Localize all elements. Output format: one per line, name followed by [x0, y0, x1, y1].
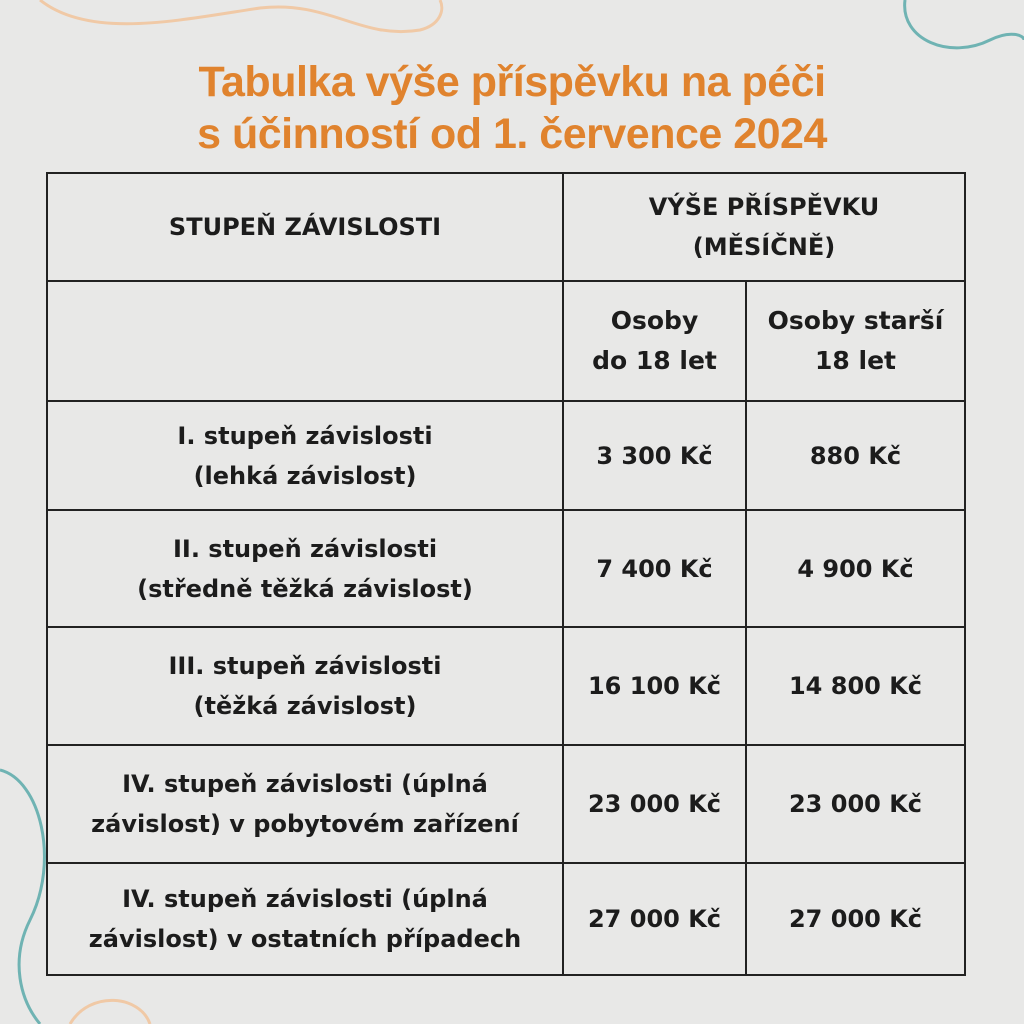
amount-under18: 27 000 Kč	[563, 863, 746, 975]
amount-under18: 23 000 Kč	[563, 745, 746, 863]
stage-line1: II. stupeň závislosti	[172, 534, 438, 563]
header-dependency-level-label: STUPEŇ ZÁVISLOSTI	[168, 213, 442, 241]
amount-over18: 27 000 Kč	[746, 863, 965, 975]
amount-under18: 16 100 Kč	[563, 627, 746, 745]
table-subheader-row	[47, 281, 965, 401]
subheader-under18	[563, 281, 746, 401]
amount-over18: 23 000 Kč	[746, 745, 965, 863]
stage-line1: IV. stupeň závislosti (úplná	[122, 885, 488, 913]
subheader-empty	[47, 281, 563, 401]
header-contribution-amount	[563, 173, 965, 281]
amount-over18: 4 900 Kč	[746, 510, 965, 627]
peach-curve-top	[40, 0, 442, 32]
stage-cell	[47, 627, 563, 745]
header-contribution-line1: VÝŠE PŘÍSPĚVKU	[648, 193, 880, 221]
stage-line2: (těžká závislost)	[193, 692, 417, 720]
stage-line1: III. stupeň závislosti	[168, 652, 442, 680]
amount-over18: 14 800 Kč	[746, 627, 965, 745]
header-contribution-line2: (MĚSÍČNĚ)	[692, 233, 836, 261]
subheader-over18	[746, 281, 965, 401]
amount-under18: 3 300 Kč	[563, 401, 746, 510]
table-row	[47, 401, 965, 510]
stage-line2: závislost) v ostatních případech	[88, 925, 522, 953]
stage-line1: I. stupeň závislosti	[177, 421, 433, 450]
title-line-1: Tabulka výše příspěvku na péči	[198, 58, 826, 106]
stage-cell	[47, 510, 563, 627]
peach-curve-bottom	[70, 1000, 150, 1024]
subheader-under18-line1: Osoby	[610, 306, 699, 335]
header-dependency-level	[47, 173, 563, 281]
stage-cell	[47, 401, 563, 510]
amount-over18: 880 Kč	[746, 401, 965, 510]
teal-curve-bottom-left	[0, 770, 44, 1024]
stage-line2: (středně těžká závislost)	[137, 574, 473, 603]
contribution-table	[46, 172, 966, 976]
table-row	[47, 510, 965, 627]
stage-cell	[47, 863, 563, 975]
subheader-under18-line2: do 18 let	[592, 346, 717, 375]
subheader-over18-line2: 18 let	[815, 346, 896, 375]
stage-line1: IV. stupeň závislosti (úplná	[122, 770, 488, 798]
teal-curve-top-right	[905, 0, 1024, 48]
table-row	[47, 627, 965, 745]
stage-cell	[47, 745, 563, 863]
amount-under18: 7 400 Kč	[563, 510, 746, 627]
stage-line2: závislost) v pobytovém zařízení	[91, 810, 519, 838]
title-line-2: s účinností od 1. července 2024	[197, 110, 827, 158]
stage-line2: (lehká závislost)	[193, 461, 417, 490]
table-row	[47, 745, 965, 863]
page-title	[0, 56, 1024, 160]
table-header-row	[47, 173, 965, 281]
subheader-over18-line1: Osoby starší	[767, 306, 944, 335]
table-row	[47, 863, 965, 975]
